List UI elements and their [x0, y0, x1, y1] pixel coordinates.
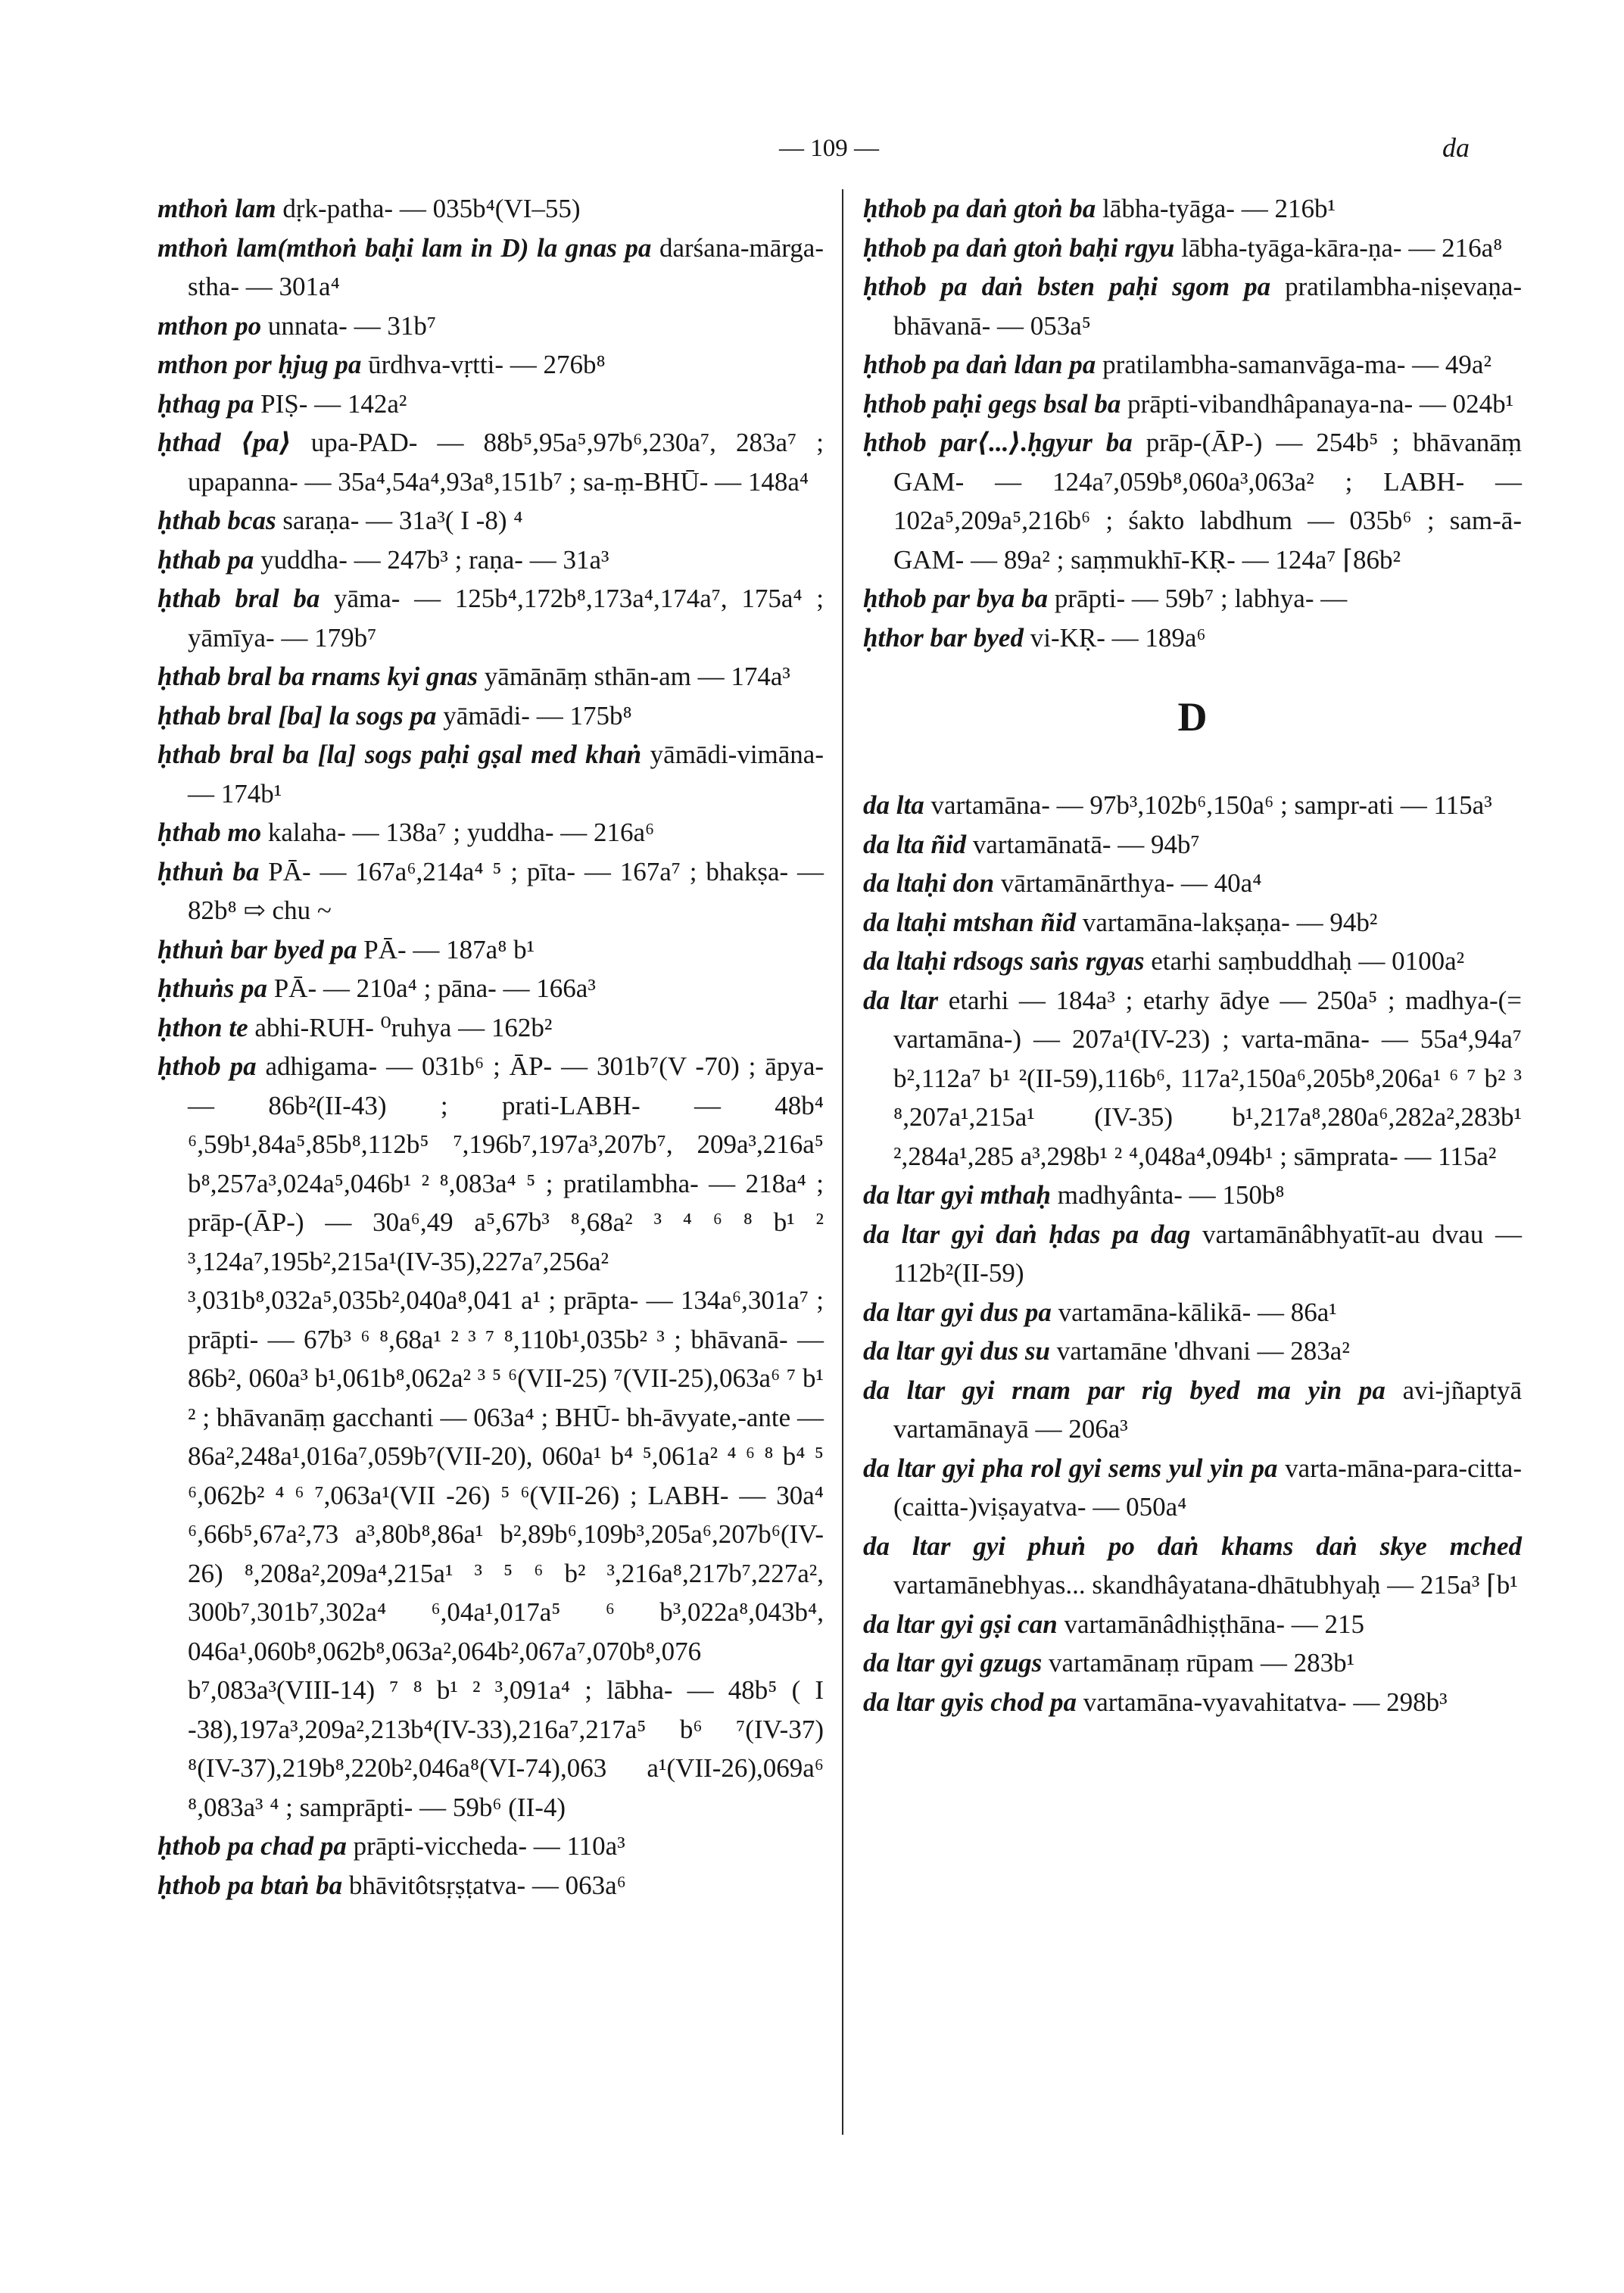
entry-definition: vartamānebhyas... skandhâyatana-dhātubhyaḥ — 215a³ ⌈b¹ [893, 1570, 1518, 1600]
dictionary-entry [863, 1449, 1522, 1527]
right-column-bottom-entries [863, 786, 1522, 1721]
entry-headword: ḥthob pa daṅ ldan pa [863, 350, 1096, 379]
entry-headword: da ltar gyi gṣi can [863, 1609, 1058, 1639]
entry-definition: etarhi saṃbuddhaḥ — 0100a² [1151, 946, 1465, 976]
entry-headword: ḥthab pa [157, 544, 254, 575]
entry-definition: bhāvitôtsṛṣṭatva- — 063a⁶ [348, 1870, 626, 1900]
entry-definition: vartamānatā- — 94b⁷ [972, 829, 1200, 859]
entry-headword: ḥthob paḥi gegs bsal ba [863, 388, 1121, 419]
entry-headword: da ltar gyi pha rol gyi sems yul yin pa [863, 1453, 1278, 1483]
page-number: — 109 — [779, 135, 879, 162]
dictionary-entry [863, 825, 1522, 865]
entry-definition: vartamānâdhiṣṭhāna- — 215 [1064, 1609, 1364, 1639]
entry-definition: prāpti-viccheda- — 110a³ [353, 1831, 625, 1861]
entry-headword: ḥthob par⟨...⟩.ḥgyur ba [863, 428, 1133, 457]
entry-definition: vārtamānārthya- — 40a⁴ [1000, 868, 1262, 898]
dictionary-entry [863, 385, 1522, 424]
dictionary-entry [157, 307, 824, 346]
dictionary-entry [157, 969, 824, 1008]
dictionary-entry [863, 267, 1522, 345]
dictionary-entry [863, 1605, 1522, 1644]
dictionary-entry [157, 657, 824, 696]
entry-definition: vartamāna- — 97b³,102b⁶,150a⁶ ; sampr-ati — 115a³ [930, 790, 1492, 820]
entry-headword: ḥthob pa btaṅ ba [157, 1870, 343, 1900]
entry-headword: ḥthob par bya ba [863, 584, 1049, 613]
entry-headword: ḥthob pa daṅ bsten paḥi sgom pa [863, 272, 1271, 301]
entry-headword: ḥthad ⟨pa⟩ [157, 428, 291, 457]
entry-headword: ḥthor bar byed [863, 622, 1024, 653]
entry-headword: ḥthag pa [157, 388, 254, 419]
dictionary-entry [157, 1866, 824, 1905]
entry-definition: etarhi — 184a³ ; etarhy ādye — 250a⁵ ; madhya-(= vartamāna-) — 207a¹(IV-23) ; varta-māna- — 55a⁴,94a⁷ b²,112a⁷ b¹ ²(II-59),116b⁶, 117a²,150a⁶,205b⁸,206a¹ ⁶ ⁷ b² ³ ⁸,207a¹,215a¹ (IV-35) b¹,217a⁸,280a⁶,282a²,283b¹ ²,284a¹,285 a³,298b¹ ² ⁴,048a⁴,094b¹ ; sāmprata- — 115a² [893, 985, 1522, 1171]
entry-headword: ḥthab bral ba [157, 584, 320, 613]
entry-definition: dṛk-patha- — 035b⁴(VI–55) [282, 194, 581, 223]
entry-headword: ḥthab bral ba [la] sogs paḥi gṣal med khaṅ [157, 740, 642, 769]
column-divider [842, 189, 843, 2135]
entry-definition: lābha-tyāga- — 216b¹ [1102, 194, 1336, 223]
entry-headword: ḥthob pa chad pa [157, 1831, 347, 1861]
dictionary-entry [157, 423, 824, 501]
dictionary-entry [863, 1176, 1522, 1215]
entry-headword: da ltar gyi dus pa [863, 1297, 1052, 1327]
entry-definition: varta-māna-para-citta-(caitta-)viṣayatva- — 050a⁴ [893, 1453, 1522, 1522]
dictionary-entry [863, 1215, 1522, 1293]
entry-definition: saraṇa- — 31a³( I -8) ⁴ [282, 506, 523, 535]
dictionary-entry [157, 930, 824, 970]
entry-definition: vartamāna-kālikā- — 86a¹ [1058, 1297, 1337, 1327]
entry-headword: mthon po [157, 310, 262, 341]
dictionary-entry [157, 385, 824, 424]
entry-definition: yāmānāṃ sthān-am — 174a³ [484, 662, 790, 691]
entry-definition: darśana-mārga-stha- — 301a⁴ [188, 232, 824, 301]
dictionary-entry [863, 1527, 1522, 1605]
entry-definition: yāmādi-vimāna- — 174b¹ [188, 740, 824, 808]
entry-definition: vartamāna-vyavahitatva- — 298b³ [1083, 1687, 1448, 1717]
entry-headword: da ltaḥi mtshan ñid [863, 907, 1077, 937]
entry-headword: da ltar gyi mthaḥ [863, 1180, 1051, 1210]
entry-headword: mthoṅ lam(mthoṅ baḥi lam in D) la gnas pa [157, 232, 652, 263]
dictionary-entry [863, 864, 1522, 903]
entry-definition: madhyânta- — 150b⁸ [1057, 1180, 1285, 1210]
dictionary-entry [863, 423, 1522, 579]
entry-headword: da ltar gyi gzugs [863, 1648, 1043, 1678]
dictionary-entry [157, 1827, 824, 1866]
dictionary-entry [157, 696, 824, 736]
right-column [863, 189, 1522, 1721]
entry-definition: prāpti- — 59b⁷ ; labhya- — [1054, 584, 1348, 613]
dictionary-entry [157, 579, 824, 657]
running-header-word: da [1442, 132, 1470, 163]
entry-definition: yāma- — 125b⁴,172b⁸,173a⁴,174a⁷, 175a⁴ ; yāmīya- — 179b⁷ [188, 584, 824, 653]
dictionary-entry [863, 1683, 1522, 1722]
entry-headword: da ltar gyi daṅ ḥdas pa dag [863, 1219, 1191, 1249]
dictionary-entry [863, 903, 1522, 942]
entry-definition: vartamānâbhyatīt-au dvau — 112b²(II-59) [893, 1219, 1522, 1288]
right-column-top-entries [863, 189, 1522, 657]
entry-definition: abhi-RUH- ⁰ruhya — 162b² [254, 1012, 553, 1042]
entry-definition: vartamāna-lakṣaṇa- — 94b² [1082, 907, 1378, 937]
dictionary-entry [863, 618, 1522, 658]
entry-definition: PĀ- — 167a⁶,214a⁴ ⁵ ; pīta- — 167a⁷ ; bhakṣa- — 82b⁸ ⇨ chu ~ [188, 856, 824, 925]
entry-definition: ūrdhva-vṛtti- — 276b⁸ [368, 350, 606, 379]
entry-definition: yuddha- — 247b³ ; raṇa- — 31a³ [260, 544, 609, 575]
entry-definition: vartamāne 'dhvani — 283a² [1056, 1336, 1350, 1366]
dictionary-entry [863, 981, 1522, 1176]
entry-headword: da ltaḥi rdsogs saṅs rgyas [863, 946, 1145, 976]
entry-headword: ḥthab bral [ba] la sogs pa [157, 700, 437, 731]
entry-headword: da ltar gyis chod pa [863, 1687, 1077, 1717]
entry-headword: da ltaḥi don [863, 868, 995, 898]
dictionary-entry [863, 189, 1522, 229]
entry-headword: mthon por ḥjug pa [157, 350, 362, 379]
entry-headword: ḥthuṅs pa [157, 974, 267, 1003]
left-column [157, 189, 824, 1905]
entry-definition: kalaha- — 138a⁷ ; yuddha- — 216a⁶ [267, 818, 655, 847]
entry-headword: da ltar gyi phuṅ po daṅ khams daṅ skye mched [863, 1531, 1522, 1561]
entry-headword: mthoṅ lam [157, 194, 276, 223]
dictionary-entry [863, 579, 1522, 618]
entry-definition: PĀ- — 187a⁸ b¹ [363, 934, 535, 964]
entry-definition: adhigama- — 031b⁶ ; ĀP- — 301b⁷(V -70) ; āpya- — 86b²(II-43) ; prati-LABH- — 48b⁴ ⁶,59b¹,84a⁵,85b⁸,112b⁵ ⁷,196b⁷,197a³,207b⁷, 209a³,216a⁵ b⁸,257a³,024a⁵,046b¹ ² ⁸,083a⁴ ⁵ ; pratilambha- — 218a⁴ ; prāp-(ĀP-) — 30a⁶,49 a⁵,67b³ ⁸,68a² ³ ⁴ ⁶ ⁸ b¹ ² ³,124a⁷,195b²,215a¹(IV-35),227a⁷,256a² ³,031b⁸,032a⁵,035b²,040a⁸,041 a¹ ; prāpta- — 134a⁶,301a⁷ ; prāpti- — 67b³ ⁶ ⁸,68a¹ ² ³ ⁷ ⁸,110b¹,035b² ³ ; bhāvanā- — 86b², 060a³ b¹,061b⁸,062a² ³ ⁵ ⁶(VII-25) ⁷(VII-25),063a⁶ ⁷ b¹ ² ; bhāvanāṃ gacchanti — 063a⁴ ; BHŪ- bh-āvyate,-ante — 86a²,248a¹,016a⁷,059b⁷(VII-20), 060a¹ b⁴ ⁵,061a² ⁴ ⁶ ⁸ b⁴ ⁵ ⁶,062b² ⁴ ⁶ ⁷,063a¹(VII -26) ⁵ ⁶(VII-26) ; LABH- — 30a⁴ ⁶,66b⁵,67a²,73 a³,80b⁸,86a¹ b²,89b⁶,109b³,205a⁶,207b⁶(IV-26) ⁸,208a²,209a⁴,215a¹ ³ ⁵ ⁶ b² ³,216a⁸,217b⁷,227a², 300b⁷,301b⁷,302a⁴ ⁶,04a¹,017a⁵ ⁶ b³,022a⁸,043b⁴, 046a¹,060b⁸,062b⁸,063a²,064b²,067a⁷,070b⁸,076 b⁷,083a³(VIII-14) ⁷ ⁸ b¹ ² ³,091a⁴ ; lābha- — 48b⁵ ( I -38),197a³,209a²,213b⁴(IV-33),216a⁷,217a⁵ b⁶ ⁷(IV-37) ⁸(IV-37),219b⁸,220b²,046a⁸(VI-74),063 a¹(VII-26),069a⁶ ⁸,083a³ ⁴ ; samprāpti- — 59b⁶ (II-4) [188, 1051, 824, 1822]
entry-headword: ḥthab mo [157, 818, 262, 847]
section-letter: D [1177, 694, 1208, 740]
dictionary-entry [157, 501, 824, 541]
entry-headword: ḥthob pa [157, 1051, 257, 1081]
dictionary-entry [157, 813, 824, 852]
entry-headword: ḥthob pa daṅ gtoṅ baḥi rgyu [863, 232, 1175, 263]
entry-definition: pratilambha-samanvāga-ma- — 49a² [1102, 350, 1492, 379]
entry-headword: ḥthuṅ bar byed pa [157, 934, 357, 964]
dictionary-entry [863, 942, 1522, 981]
dictionary-entry [863, 1371, 1522, 1449]
dictionary-entry [863, 1332, 1522, 1371]
entry-definition: avi-jñaptyā vartamānayā — 206a³ [893, 1375, 1523, 1444]
entry-headword: da lta ñid [863, 829, 967, 859]
dictionary-entry [157, 852, 824, 930]
dictionary-entry [863, 786, 1522, 825]
entry-definition: prāpti-vibandhâpanaya-na- — 024b¹ [1127, 388, 1514, 419]
entry-definition: yāmādi- — 175b⁸ [443, 700, 632, 731]
entry-definition: lābha-tyāga-kāra-ṇa- — 216a⁸ [1181, 232, 1503, 263]
dictionary-entry [157, 345, 824, 385]
entry-definition: vartamānaṃ rūpam — 283b¹ [1049, 1648, 1355, 1678]
entry-headword: ḥthab bcas [157, 506, 276, 535]
dictionary-entry [157, 229, 824, 307]
entry-headword: da ltar [863, 985, 939, 1015]
dictionary-entry [863, 229, 1522, 268]
entry-definition: prāp-(ĀP-) — 254b⁵ ; bhāvanāṃ GAM- — 124a⁷,059b⁸,060a³,063a² ; LABH- — 102a⁵,209a⁵,216b⁶ ; śakto labdhum — 035b⁶ ; sam-ā-GAM- — 89a² ; saṃmukhī-KṚ- — 124a⁷ ⌈86b² [893, 428, 1523, 575]
dictionary-entry [157, 189, 824, 229]
entry-definition: vi-KṚ- — 189a⁶ [1030, 622, 1206, 653]
dictionary-entry [863, 345, 1522, 385]
entry-definition: upa-PAD- — 88b⁵,95a⁵,97b⁶,230a⁷, 283a⁷ ; upapanna- — 35a⁴,54a⁴,93a⁸,151b⁷ ; sa-ṃ-BHŪ- — 148a⁴ [188, 428, 824, 497]
entry-headword: da lta [863, 790, 924, 820]
dictionary-entry [157, 735, 824, 813]
dictionary-entry [157, 541, 824, 580]
entry-definition: unnata- — 31b⁷ [267, 310, 437, 341]
dictionary-entry [863, 1293, 1522, 1332]
entry-headword: da ltar gyi dus su [863, 1336, 1050, 1366]
entry-headword: ḥthab bral ba rnams kyi gnas [157, 662, 478, 691]
entry-headword: ḥthon te [157, 1012, 248, 1042]
dictionary-entry [863, 1643, 1522, 1683]
entry-headword: ḥthuṅ ba [157, 856, 260, 886]
entry-definition: PIṢ- — 142a² [260, 388, 407, 419]
entry-definition: PĀ- — 210a⁴ ; pāna- — 166a³ [273, 974, 596, 1003]
dictionary-entry [157, 1047, 824, 1827]
dictionary-entry [157, 1008, 824, 1048]
entry-headword: da ltar gyi rnam par rig byed ma yin pa [863, 1375, 1386, 1405]
entry-definition: pratilambha-niṣevaṇa-bhāvanā- — 053a⁵ [893, 272, 1523, 341]
entry-headword: ḥthob pa daṅ gtoṅ ba [863, 194, 1096, 223]
